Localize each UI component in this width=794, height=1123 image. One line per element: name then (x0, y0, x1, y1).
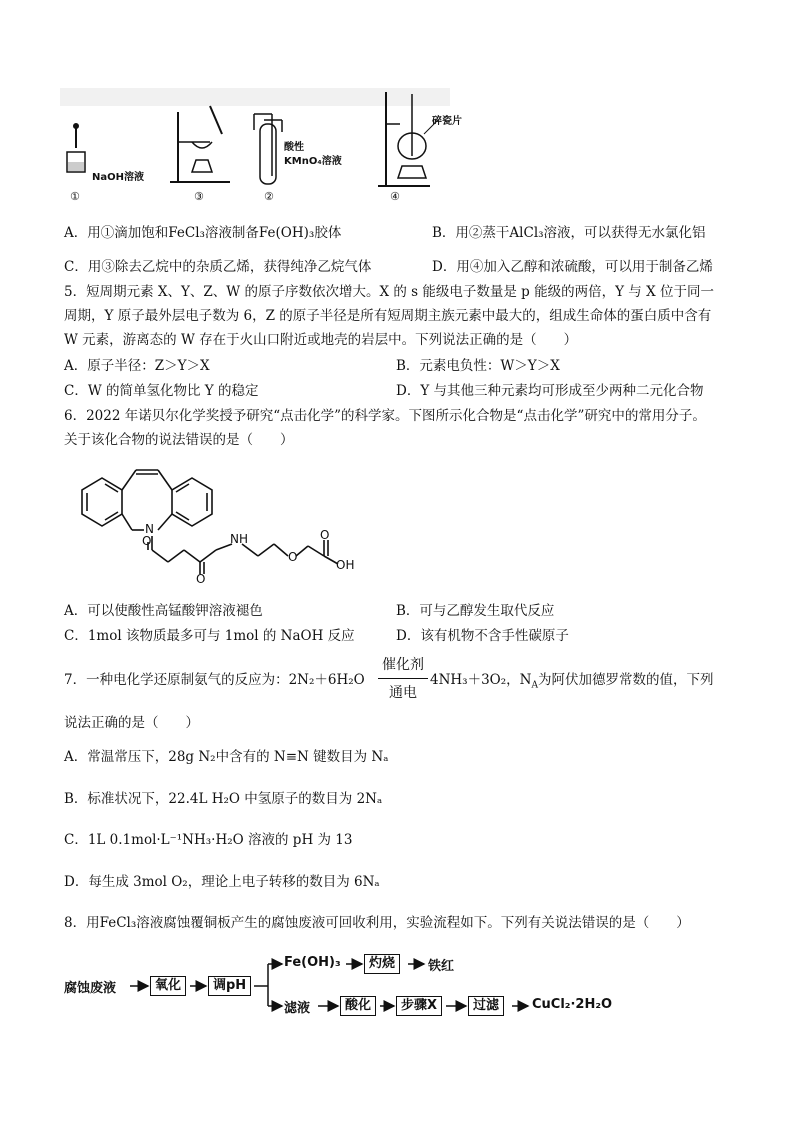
q7-stem-line2: 说法正确的是（ ） (64, 715, 199, 731)
flow-acidify-box: 酸化 (340, 996, 376, 1016)
q7-stem-post2: 为阿伏加德罗常数的值，下列 (537, 672, 714, 688)
q5-option-c: C．W 的简单氢化物比 Y 的稳定 (64, 383, 259, 399)
atom-o-acid: O (320, 528, 330, 542)
q5-stem-line3: W 元素，游离态的 W 存在于火山口附近或地壳的岩层中。下列说法正确的是（ ） (64, 332, 578, 348)
flow-filter-box: 过滤 (468, 996, 504, 1016)
q4-option-a: A．用①滴加饱和FeCl₃溶液制备Fe(OH)₃胶体 (64, 225, 342, 241)
flow-oxidize-box: 氧化 (150, 976, 186, 996)
apparatus-number-3: ③ (194, 190, 204, 203)
q7-stem-post-sub: A (531, 680, 538, 691)
apparatus-figure (60, 84, 460, 206)
q5-stem-line1: 5．短周期元素 X、Y、Z、W 的原子序数依次增大。X 的 s 能级电子数量是 p 能级的两倍，Y 与 X 位于同一 (64, 284, 714, 300)
q5-option-b: B．元素电负性：W＞Y＞X (396, 358, 560, 374)
q4-option-b: B．用②蒸干AlCl₃溶液，可以获得无水氯化铝 (432, 225, 706, 241)
q5-stem-line2: 周期，Y 原子最外层电子数为 6，Z 的原子半径是所有短周期主族元素中最大的，组成生命体的蛋白质中含有 (64, 308, 712, 324)
q7-stem-post-text: 4NH₃＋3O₂，N (430, 672, 532, 688)
molecule-structure (62, 456, 362, 586)
atom-h-amide: H (239, 532, 249, 546)
porcelain-label: 碎瓷片 (432, 116, 462, 127)
atom-o-amide2: O (196, 572, 206, 586)
q7-condition: 通电 (389, 685, 417, 701)
q6-option-d: D．该有机物不含手性碳原子 (396, 628, 569, 644)
flow-product: CuCl₂·2H₂O (532, 997, 613, 1012)
atom-o-ether: O (288, 550, 298, 564)
apparatus-number-1: ① (70, 190, 80, 203)
flow-filtrate: 滤液 (284, 1001, 311, 1016)
apparatus-drawing (60, 84, 460, 206)
q7-option-c: C．1L 0.1mol·L⁻¹NH₃·H₂O 溶液的 pH 为 13 (64, 832, 353, 848)
q7-stem-post (430, 671, 713, 695)
process-flowchart (62, 950, 702, 1020)
flow-iron-red: 铁红 (428, 959, 455, 974)
q4-option-c: C．用③除去乙烷中的杂质乙烯，获得纯净乙烷气体 (64, 259, 372, 275)
naoh-label: NaOH溶液 (92, 172, 144, 183)
apparatus-number-2: ② (264, 190, 274, 203)
q7-arrow-line (378, 678, 428, 679)
flow-burn-box: 灼烧 (364, 954, 400, 974)
q5-option-a: A．原子半径：Z＞Y＞X (64, 358, 210, 374)
kmno4-label: KMnO₄溶液 (284, 156, 342, 167)
q6-option-a: A．可以使酸性高锰酸钾溶液褪色 (64, 603, 263, 619)
q7-option-a: A．常温常压下，28g N₂中含有的 N≡N 键数目为 Nₐ (64, 749, 389, 765)
q5-option-d: D．Y 与其他三种元素均可形成至少两种二元化合物 (396, 383, 704, 399)
q7-option-d: D．每生成 3mol O₂，理论上电子转移的数目为 6Nₐ (64, 874, 380, 890)
q4-option-d: D．用④加入乙醇和浓硫酸，可以用于制备乙烯 (432, 259, 713, 275)
q6-stem-line2: 关于该化合物的说法错误的是（ ） (64, 432, 294, 448)
q7-catalyst: 催化剂 (382, 657, 424, 673)
q8-stem-line1: 8．用FeCl₃溶液腐蚀覆铜板产生的腐蚀废液可回收利用，实验流程如下。下列有关说法错误的是（ ） (64, 915, 690, 931)
apparatus-number-4: ④ (390, 190, 400, 203)
acidic-label: 酸性 (284, 142, 304, 153)
flow-precipitate: Fe(OH)₃ (284, 955, 341, 970)
atom-n-amide: N (230, 532, 239, 546)
flow-start: 腐蚀废液 (64, 981, 117, 996)
q6-option-c: C．1mol 该物质最多可与 1mol 的 NaOH 反应 (64, 628, 355, 644)
q7-stem-pre: 7．一种电化学还原制氨气的反应为：2N₂＋6H₂O (64, 672, 365, 688)
atom-n-ring: N (145, 522, 154, 536)
q6-stem-line1: 6．2022 年诺贝尔化学奖授予研究“点击化学”的科学家。下图所示化合物是“点击化学”研究中的常用分子。 (64, 408, 706, 424)
flow-step-x-box: 步骤X (396, 996, 442, 1016)
flow-adjust-ph-box: 调pH (208, 976, 251, 996)
q6-option-b: B．可与乙醇发生取代反应 (396, 603, 555, 619)
q7-option-b: B．标准状况下，22.4L H₂O 中氢原子的数目为 2Nₐ (64, 791, 383, 807)
atom-o-amide1: O (142, 534, 152, 548)
atom-oh-acid: OH (336, 558, 355, 572)
molecule-drawing (62, 456, 362, 586)
